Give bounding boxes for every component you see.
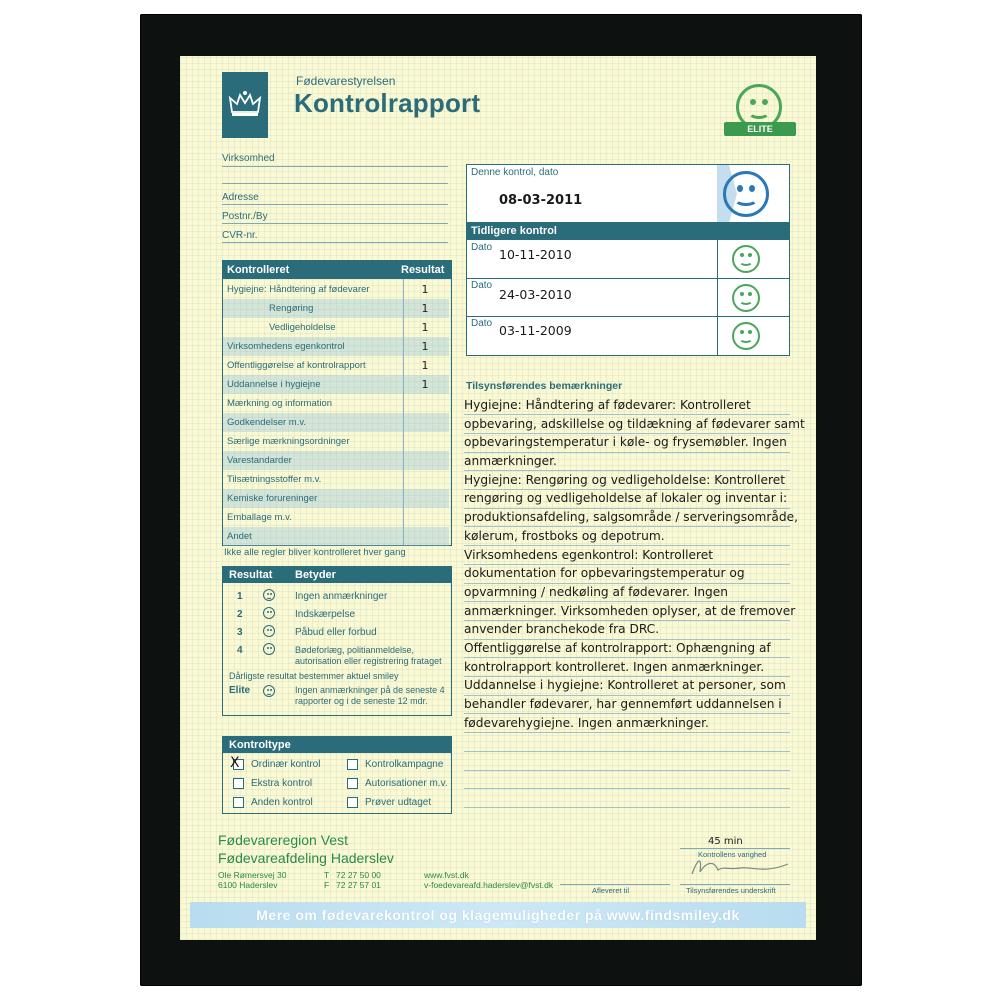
- table-row: Rengøring 1: [223, 299, 449, 318]
- previous-date: 24-03-2010: [499, 287, 572, 302]
- table-row: Kemiske forureninger: [223, 489, 449, 508]
- field-label-cvr: CVR-nr.: [222, 230, 258, 241]
- footer-web[interactable]: www.fvst.dk: [424, 870, 469, 880]
- elite-ribbon: ELITE: [724, 122, 796, 136]
- legend-elite-label: Elite: [229, 685, 251, 696]
- previous-control-box: [466, 222, 790, 356]
- footer-tel: 72 27 50 00: [336, 870, 381, 880]
- legend-num: 2: [237, 609, 243, 620]
- footer-department: Fødevareafdeling Haderslev: [218, 850, 394, 866]
- result-legend: [222, 566, 452, 716]
- table-row: Emballage m.v.: [227, 512, 292, 523]
- banner-text: Mere om fødevarekontrol og klagemuligheder på www.findsmiley.dk: [256, 907, 740, 923]
- legend-num: 1: [237, 591, 243, 602]
- previous-date: 10-11-2010: [499, 247, 572, 262]
- remark-line: anmærkninger. Virksomheden oplyser, at de fremover: [464, 603, 796, 618]
- current-control-box: [466, 164, 790, 224]
- field-label-postnr: Postnr./By: [222, 211, 268, 222]
- checkbox-ekstra[interactable]: [233, 778, 244, 789]
- control-table-footnote: Ikke alle regler bliver kontrolleret hver gang: [224, 547, 406, 558]
- delivered-to-label: Afleveret til: [592, 886, 630, 895]
- legend-text: Indskærpelse: [295, 609, 356, 620]
- table-row: Hygiejne: Håndtering af fødevarer 1: [227, 283, 429, 296]
- remark-line: Hygiejne: Rengøring og vedligeholdelse: Kontrolleret: [464, 472, 786, 487]
- remark-line: dokumentation for opbevaringstemperatur og: [464, 566, 745, 581]
- field-label-adresse: Adresse: [222, 192, 259, 203]
- previous-control-title: Tidligere kontrol: [471, 225, 557, 237]
- table-row: Uddannelse i hygiejne 1: [223, 375, 449, 394]
- legend-header-meaning: Betyder: [295, 569, 336, 581]
- remark-line: fødevarehygiejne. Ingen anmærkninger.: [464, 715, 709, 730]
- control-type-label: Prøver udtaget: [365, 797, 432, 808]
- report-document: [180, 56, 816, 940]
- control-table-header-controlled: Kontrolleret: [227, 264, 290, 276]
- remark-line: Hygiejne: Håndtering af fødevarer: Kontrolleret: [464, 398, 751, 412]
- smiley-happy-icon: [263, 589, 275, 601]
- control-duration: 45 min: [708, 836, 743, 847]
- findsmiley-banner[interactable]: [190, 902, 806, 928]
- remark-line: Virksomhedens egenkontrol: Kontrolleret: [464, 547, 714, 562]
- legend-text: Bødeforlæg, politianmeldelse, autorisation eller registrering frataget: [295, 645, 442, 666]
- previous-date-label: Dato: [471, 280, 493, 291]
- previous-smiley-icon: [732, 322, 760, 350]
- table-row: Godkendelser m.v.: [223, 413, 449, 432]
- table-row: Varestandarder: [223, 451, 449, 470]
- smiley-flat-icon: [263, 625, 275, 637]
- elite-smiley-badge: [720, 84, 800, 144]
- remark-line: opbevaringstemperatur i køle- og frysemøbler. Ingen: [464, 435, 787, 450]
- previous-date: 03-11-2009: [499, 323, 572, 338]
- legend-text: Påbud eller forbud: [295, 627, 377, 638]
- footer-address1: Ole Rømersvej 30: [218, 870, 287, 880]
- agency-name: Fødevarestyrelsen: [296, 74, 396, 88]
- table-row: Vedligeholdelse 1: [269, 321, 429, 334]
- remark-line: rengøring og vedligeholdelse af lokaler og inventar i:: [464, 491, 788, 506]
- control-type-label: Ordinær kontrol: [251, 759, 321, 770]
- footer-fax-label: F: [324, 880, 330, 890]
- remark-line: kontrolrapport kontrolleret. Ingen anmærkninger.: [464, 659, 765, 674]
- current-control-label: Denne kontrol, dato: [471, 167, 559, 178]
- legend-text: Ingen anmærkninger: [295, 591, 388, 602]
- control-table: [222, 260, 452, 546]
- checkbox-anden[interactable]: [233, 797, 244, 808]
- checkbox-proever[interactable]: [347, 797, 358, 808]
- smiley-neutral-icon: [263, 607, 275, 619]
- field-label-virksomhed: Virksomhed: [222, 153, 275, 164]
- checkbox-mark: X: [230, 755, 240, 771]
- remark-line: opbevaring, adskillelse og tildækning af fødevarer samt: [464, 416, 805, 431]
- page-title: Kontrolrapport: [294, 88, 481, 118]
- crown-logo-icon: [222, 72, 268, 138]
- table-row: Andet: [223, 527, 449, 546]
- table-row: Særlige mærkningsordninger: [227, 436, 350, 447]
- remark-line: Uddannelse i hygiejne: Kontrolleret at personer, som: [464, 678, 786, 693]
- current-control-date: 08-03-2011: [499, 193, 583, 208]
- table-row: Mærkning og information: [227, 398, 333, 409]
- signature-label: Tilsynsførendes underskrift: [686, 886, 776, 895]
- control-type-label: Anden kontrol: [251, 797, 313, 808]
- legend-note: Dårligste resultat bestemmer aktuel smiley: [229, 671, 399, 681]
- checkbox-kampagne[interactable]: [347, 759, 358, 770]
- table-row: Offentliggørelse af kontrolrapport 1: [227, 359, 429, 372]
- remark-line: anmærkninger.: [464, 454, 557, 469]
- remarks-title: Tilsynsførendes bemærkninger: [466, 380, 623, 392]
- control-type-box: [222, 736, 452, 814]
- previous-smiley-icon: [732, 245, 760, 273]
- smiley-sad-icon: [263, 643, 275, 655]
- table-row: Tilsætningsstoffer m.v.: [227, 474, 322, 485]
- smiley-elite-icon: [263, 685, 275, 697]
- table-row: Virksomhedens egenkontrol 1: [223, 337, 449, 356]
- checkbox-autorisationer[interactable]: [347, 778, 358, 789]
- control-type-label: Ekstra kontrol: [251, 778, 313, 789]
- previous-date-label: Dato: [471, 318, 493, 329]
- previous-date-label: Dato: [471, 242, 493, 253]
- remark-line: anvender branchekode fra DRC.: [464, 622, 660, 637]
- control-type-label: Autorisationer m.v.: [365, 778, 448, 789]
- legend-num: 4: [237, 645, 243, 656]
- previous-smiley-icon: [732, 284, 760, 312]
- control-duration-label: Kontrollens varighed: [698, 850, 767, 859]
- control-type-label: Kontrolkampagne: [365, 759, 444, 770]
- remark-line: opvarmning / nedkøling af fødevarer. Ingen: [464, 584, 728, 599]
- control-type-title: Kontroltype: [229, 739, 291, 751]
- footer-email[interactable]: v-foedevareafd.haderslev@fvst.dk: [424, 880, 554, 890]
- legend-header-result: Resultat: [229, 569, 273, 581]
- legend-elite-text: Ingen anmærkninger på de seneste 4 rapporter og i de seneste 12 mdr.: [295, 685, 445, 706]
- legend-num: 3: [237, 627, 243, 638]
- remark-line: produktionsafdeling, salgsområde / serveringsområde,: [464, 510, 799, 525]
- footer-region: Fødevareregion Vest: [218, 832, 348, 848]
- remark-line: behandler fødevarer, har gennemført uddannelsen i: [464, 697, 782, 711]
- control-table-header-result: Resultat: [401, 264, 445, 276]
- current-smiley-icon: [723, 171, 769, 217]
- footer-tel-label: T: [324, 870, 330, 880]
- signature-icon: [684, 852, 794, 882]
- footer-fax: 72 27 57 01: [336, 880, 381, 890]
- footer-address2: 6100 Haderslev: [218, 880, 278, 890]
- remark-line: Offentliggørelse af kontrolrapport: Ophængning af: [464, 640, 771, 655]
- remark-line: kølerum, frostboks og depotrum.: [464, 528, 665, 543]
